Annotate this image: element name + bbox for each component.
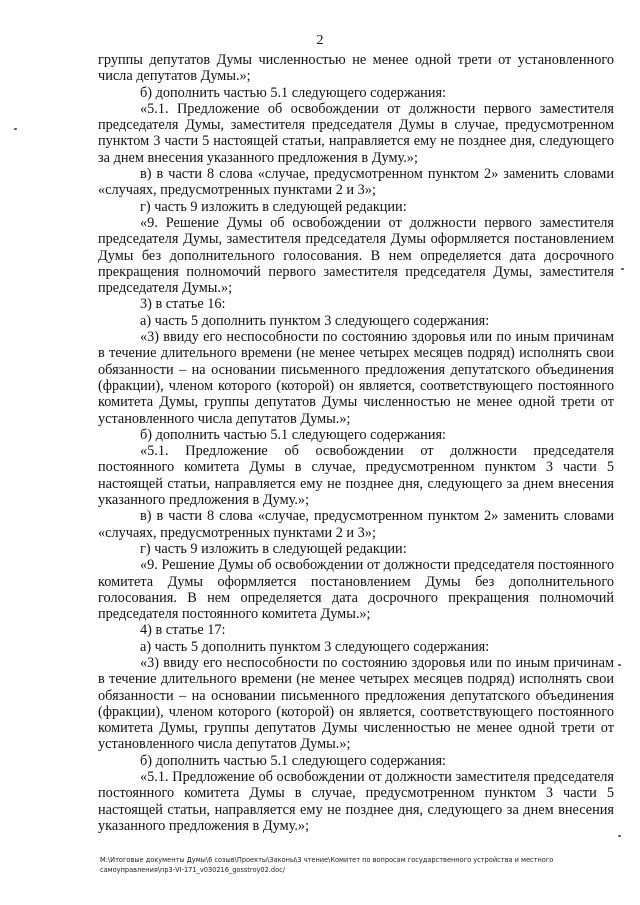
file-path-footer: М:\Итоговые документы Думы\6 созыв\Проекты\Законы\3 чтение\Комитет по вопросам государственного устройства и местного самоуправления\пр3-VI-171_v030216_gosstroy02.doc/ <box>100 856 554 874</box>
paragraph: г) часть 9 изложить в следующей редакции: <box>140 198 407 215</box>
page-number: 2 <box>316 33 324 48</box>
paragraph: г) часть 9 изложить в следующей редакции: <box>140 540 407 557</box>
paragraph: «5.1. Предложение об освобождении от должности председателя постоянного комитета Думы в случае, предусмотренном пунктом 3 части 5 настоящей статьи, направляется ему не позднее дня, следующего за днем внесения указанного предложения в Думу.»; <box>98 443 614 509</box>
paragraph: «9. Решение Думы об освобождении от должности председателя постоянного комитета Думы оформляется постановлением Думы без дополнительного голосования. В нем определяется дата досрочного прекращения полномочий председателя постоянного комитета Думы.»; <box>98 557 614 623</box>
paragraph: «3) ввиду его неспособности по состоянию здоровья или по иным причинам в течение длительного времени (не менее четырех месяцев подряд) исполнять свои обязанности – на основании письменного предложения депутатского объединения (фракции), членом которого (которой) он является, соответствующего постоянного комитета Думы, группы депутатов Думы численностью не менее одной трети от установленного числа депутатов Думы.»; <box>98 329 614 427</box>
scan-speck <box>618 664 621 666</box>
paragraph: в) в части 8 слова «случае, предусмотренном пунктом 2» заменить словами «случаях, предусмотренных пунктами 2 и 3»; <box>98 508 614 541</box>
paragraph: а) часть 5 дополнить пунктом 3 следующего содержания: <box>140 638 490 655</box>
paragraph: б) дополнить частью 5.1 следующего содержания: <box>140 84 447 101</box>
paragraph: б) дополнить частью 5.1 следующего содержания: <box>140 752 447 769</box>
scan-speck <box>618 835 621 837</box>
paragraph: а) часть 5 дополнить пунктом 3 следующего содержания: <box>140 312 490 329</box>
paragraph: в) в части 8 слова «случае, предусмотренном пунктом 2» заменить словами «случаях, предусмотренных пунктами 2 и 3»; <box>98 166 614 199</box>
paragraph: 3) в статье 16: <box>140 296 226 313</box>
paragraph: б) дополнить частью 5.1 следующего содержания: <box>140 426 447 443</box>
paragraph: «5.1. Предложение об освобождении от должности первого заместителя председателя Думы, заместителя председателя Думы в случае, предусмотренном пунктом 3 части 5 настоящей статьи, направляется ему не позднее дня, следующего за днем внесения указанного предложения в Думу.»; <box>98 100 614 166</box>
paragraph: «5.1. Предложение об освобождении от должности заместителя председателя постоянного комитета Думы в случае, предусмотренном пунктом 3 части 5 настоящей статьи, направляется ему не позднее дня, следующего за днем внесения указанного предложения в Думу.»; <box>98 769 614 834</box>
paragraph: группы депутатов Думы численностью не менее одной трети от установленного числа депутатов Думы.»; <box>98 52 614 85</box>
paragraph: «9. Решение Думы об освобождении от должности первого заместителя председателя Думы, заместителя председателя Думы оформляется постановлением Думы без дополнительного голосования. В нем определяется дата досрочного прекращения полномочий первого заместителя председателя Думы, заместителя председателя Думы.»; <box>98 214 614 297</box>
paragraph: 4) в статье 17: <box>140 622 226 639</box>
scan-speck <box>621 268 624 270</box>
paragraph: «3) ввиду его неспособности по состоянию здоровья или по иным причинам в течение длительного времени (не менее четырех месяцев подряд) исполнять свои обязанности – на основании письменного предложения депутатского объединения (фракции), членом которого (которой) он является, соответствующего постоянного комитета Думы, группы депутатов Думы численностью не менее одной трети от установленного числа депутатов Думы.»; <box>98 654 614 753</box>
scan-speck <box>14 128 17 130</box>
document-body <box>98 52 614 834</box>
